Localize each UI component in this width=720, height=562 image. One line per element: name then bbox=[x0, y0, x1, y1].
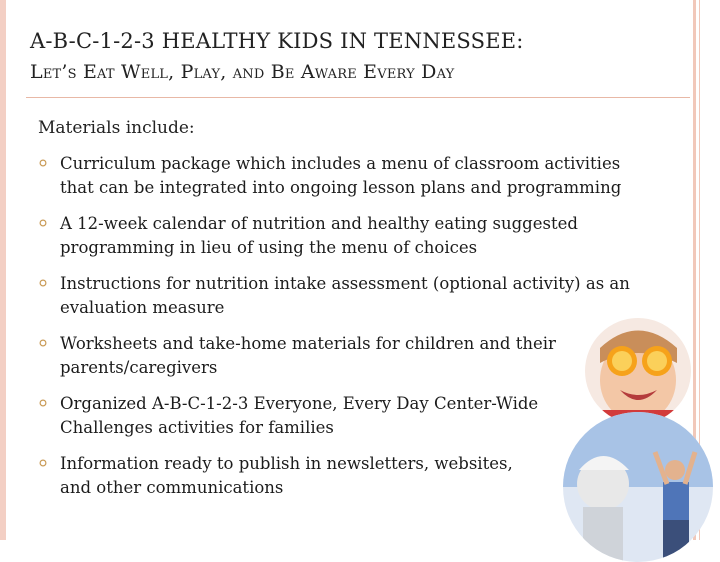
circle-bullet-icon bbox=[39, 219, 47, 227]
title-divider bbox=[26, 97, 690, 98]
list-item-text: A 12-week calendar of nutrition and healthy eating suggested programming in lieu of using the menu of choices bbox=[60, 214, 578, 257]
list-item-text: Curriculum package which includes a menu of classroom activities that can be integrated into ongoing lesson plans and programming bbox=[60, 154, 622, 197]
circle-bullet-icon bbox=[39, 339, 47, 347]
list-item bbox=[38, 332, 638, 380]
list-item bbox=[38, 452, 638, 500]
list-item bbox=[38, 152, 638, 200]
list-item bbox=[38, 272, 638, 320]
slide-title: A-B-C-1-2-3 HEALTHY KIDS IN TENNESSEE: bbox=[30, 29, 524, 53]
circle-bullet-icon bbox=[39, 159, 47, 167]
circle-bullet-icon bbox=[39, 459, 47, 467]
intro-heading: Materials include: bbox=[38, 118, 195, 138]
list-item-text: Information ready to publish in newsletters, websites, and other communications bbox=[60, 454, 513, 497]
left-border bbox=[0, 0, 6, 540]
list-item bbox=[38, 212, 638, 260]
child-oranges-photo bbox=[585, 318, 691, 424]
materials-list bbox=[38, 152, 638, 512]
circle-bullet-icon bbox=[39, 279, 47, 287]
list-item bbox=[38, 392, 638, 440]
slide-subtitle: Let’s Eat Well, Play, and Be Aware Every Day bbox=[30, 61, 455, 83]
list-item-text: Worksheets and take-home materials for children and their parents/caregivers bbox=[60, 334, 556, 377]
circle-bullet-icon bbox=[39, 399, 47, 407]
list-item-text: Instructions for nutrition intake assessment (optional activity) as an evaluation measure bbox=[60, 274, 630, 317]
list-item-text: Organized A-B-C-1-2-3 Everyone, Every Day Center-Wide Challenges activities for families bbox=[60, 394, 539, 437]
